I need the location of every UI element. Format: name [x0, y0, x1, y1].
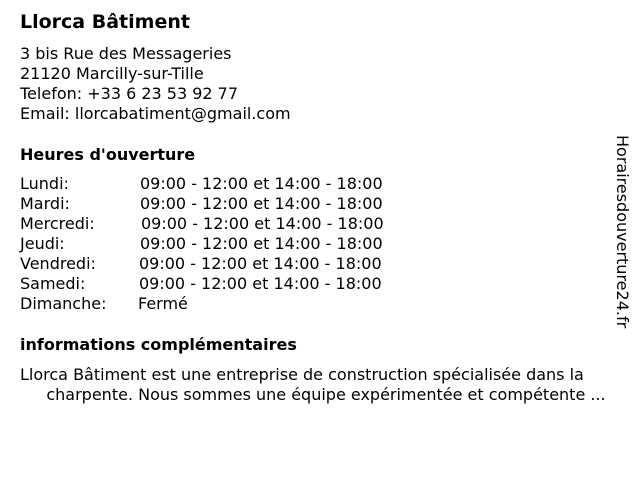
- time-value: 09:00 - 12:00 et 14:00 - 18:00: [139, 254, 382, 273]
- info-heading: informations complémentaires: [20, 335, 297, 354]
- address-street: 3 bis Rue des Messageries: [20, 44, 232, 63]
- day-label: Vendredi:: [20, 254, 96, 273]
- time-value: 09:00 - 12:00 et 14:00 - 18:00: [139, 274, 382, 293]
- time-value: 09:00 - 12:00 et 14:00 - 18:00: [141, 214, 384, 233]
- description: [20, 365, 632, 405]
- hours-heading: Heures d'ouverture: [20, 145, 196, 164]
- day-label: Samedi:: [20, 274, 86, 293]
- time-value: 09:00 - 12:00 et 14:00 - 18:00: [140, 174, 383, 193]
- time-value: Fermé: [138, 294, 188, 313]
- email-address: Email: llorcabatiment@gmail.com: [20, 104, 291, 123]
- day-label: Mercredi:: [20, 214, 95, 233]
- time-value: 09:00 - 12:00 et 14:00 - 18:00: [140, 234, 383, 253]
- day-label: Jeudi:: [20, 234, 65, 253]
- watermark-text: Horairesdouverture24.fr: [613, 135, 632, 329]
- day-label: Dimanche:: [20, 294, 107, 313]
- description-line-2: charpente. Nous sommes une équipe expérimentée et compétente ...: [46, 385, 606, 404]
- day-label: Mardi:: [20, 194, 70, 213]
- address-block: [20, 44, 291, 124]
- address-city: 21120 Marcilly-sur-Tille: [20, 64, 204, 83]
- description-line-1: Llorca Bâtiment est une entreprise de construction spécialisée dans la: [20, 365, 584, 384]
- time-value: 09:00 - 12:00 et 14:00 - 18:00: [140, 194, 383, 213]
- phone-number: Telefon: +33 6 23 53 92 77: [20, 84, 239, 103]
- day-label: Lundi:: [20, 174, 69, 193]
- watermark: [612, 135, 632, 371]
- business-name: Llorca Bâtiment: [20, 11, 190, 33]
